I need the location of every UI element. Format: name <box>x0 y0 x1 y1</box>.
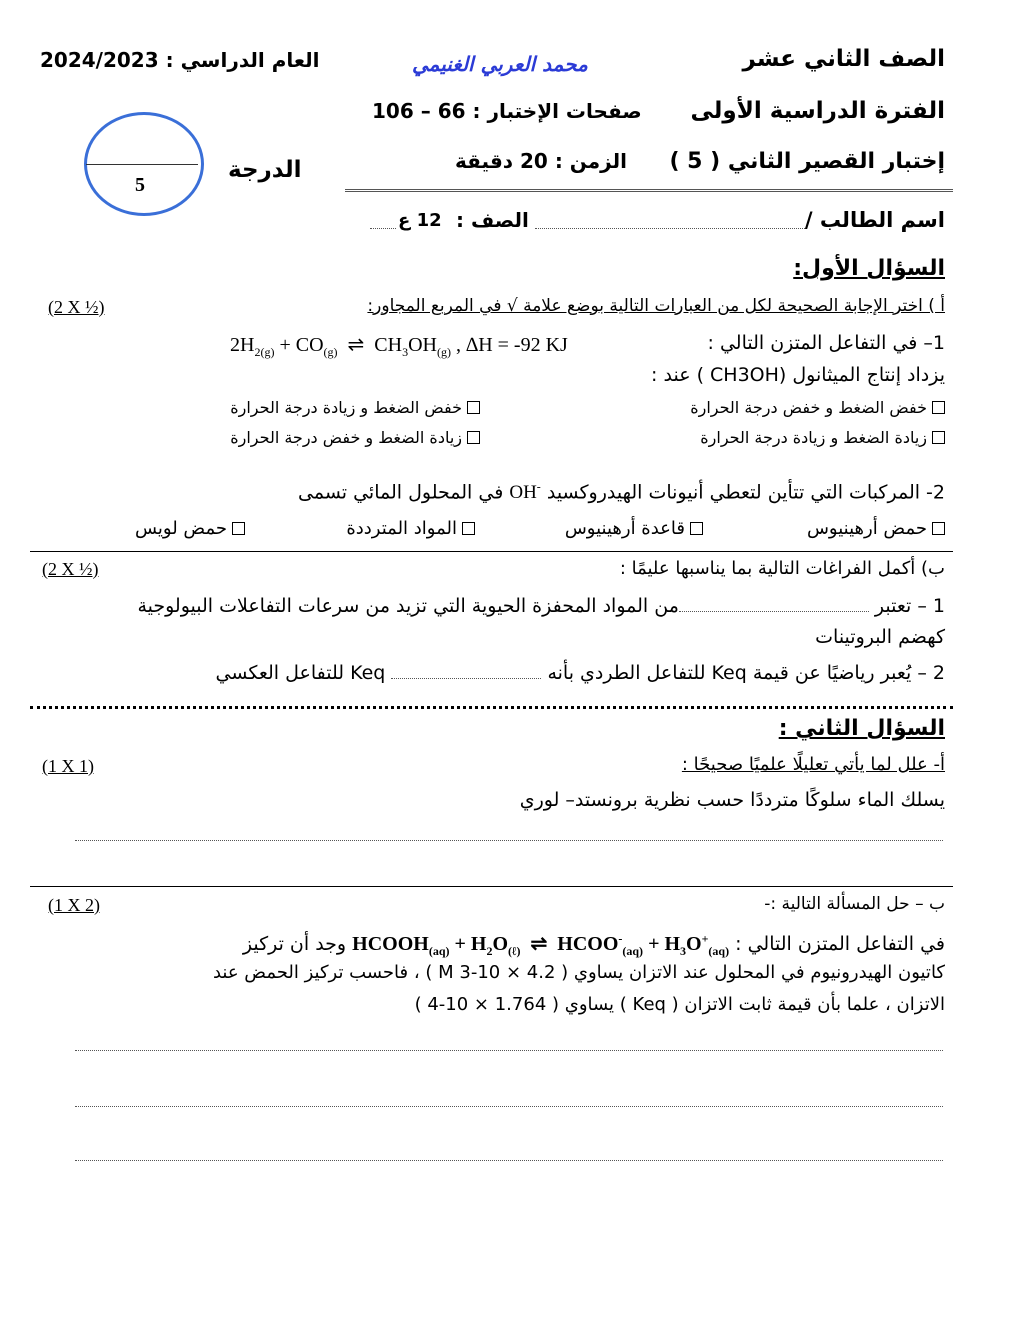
q1-q2-separator <box>30 706 953 709</box>
grade-label: الصف الثاني عشر <box>742 46 945 72</box>
student-name-field[interactable] <box>535 228 805 229</box>
q2b-answer-line[interactable] <box>75 1160 943 1161</box>
academic-year: العام الدراسي : 2024/2023 <box>40 48 320 72</box>
checkbox-icon <box>462 522 475 535</box>
q2a-statement: يسلك الماء سلوكًا مترددًا حسب نظرية برونستد– لوري <box>519 789 945 811</box>
term-label: الفترة الدراسية الأولى <box>690 98 945 124</box>
q1b-blank2[interactable] <box>391 678 541 679</box>
q1-part-divider <box>30 551 953 552</box>
score-total: 5 <box>135 174 145 196</box>
checkbox-icon <box>932 522 945 535</box>
q1a-item1-option[interactable]: زيادة الضغط و زيادة درجة الحرارة <box>700 428 945 447</box>
q1a-item2-option[interactable]: المواد المترددة <box>346 518 475 539</box>
q1a-item1-option[interactable]: خفض الضغط و خفض درجة الحرارة <box>690 398 945 417</box>
q2b-answer-line[interactable] <box>75 1106 943 1107</box>
q2a-marks: (1 X 1) <box>42 756 94 776</box>
q1a-item1-delta-h: , ∆H = -92 KJ <box>455 334 568 356</box>
score-divider <box>86 164 198 165</box>
q1b-instruction: ب) أكمل الفراغات التالية بما يناسبها عليمًا : <box>619 558 945 579</box>
q2b-answer-line[interactable] <box>75 1050 943 1051</box>
class-value: 12 ع <box>398 210 442 231</box>
checkbox-icon <box>690 522 703 535</box>
checkbox-icon <box>932 431 945 444</box>
q1a-item2-option[interactable]: حمض لويس <box>135 518 245 539</box>
q1b-item1-line2: كهضم البروتينات <box>815 626 945 648</box>
q2-title: السؤال الثاني : <box>778 716 945 741</box>
q1a-item1-line2: يزداد إنتاج الميثانول (CH3OH ) عند : <box>651 364 945 386</box>
q2b-line2: كاتيون الهيدرونيوم في المحلول عند الاتزان يساوي ( 4.2 × 10-3 M ) ، فاحسب تركيز الحمض عند <box>212 962 945 983</box>
class-field[interactable] <box>370 228 396 229</box>
q2b-instruction: ب – حل المسألة التالية :- <box>764 894 945 914</box>
q1b-marks: (2 X ½) <box>42 559 99 579</box>
q1a-marks: (2 X ½) <box>48 297 105 317</box>
checkbox-icon <box>467 401 480 414</box>
q2-part-divider <box>30 886 953 887</box>
checkbox-icon <box>467 431 480 444</box>
q1b-blank1[interactable] <box>679 611 869 612</box>
q1a-item2-option[interactable]: قاعدة أرهينيوس <box>565 518 703 539</box>
quiz-pages: صفحات الإختبار : 66 – 106 <box>372 99 642 123</box>
q2b-line3: الاتزان ، علما بأن قيمة ثابت الاتزان ( Keq ) يساوي ( 1.764 × 10-4 ) <box>414 994 945 1015</box>
q1a-item1-prefix: 1– في التفاعل المتزن التالي : <box>707 332 945 354</box>
q1a-instruction: أ ) اختر الإجابة الصحيحة لكل من العبارات التالية بوضع علامة √ في المربع المجاور: <box>367 296 945 316</box>
q1a-item1-option[interactable]: خفض الضغط و زيادة درجة الحرارة <box>230 398 480 417</box>
q2a-instruction: أ- علل لما يأتي تعليلًا علميًا صحيحًا : <box>681 754 945 775</box>
quiz-title: إختبار القصير الثاني ( 5 ) <box>669 149 945 174</box>
student-name-label: اسم الطالب / <box>804 208 945 232</box>
q1-title: السؤال الأول: <box>793 256 945 281</box>
q2b-line1: في التفاعل المتزن التالي : $HCOOH_{(aq)} + H_2O_{(\ell)}$ ⇌ $HCOO^-_{(aq)} + H_3O^+_{(aq)}$ وجد أن تركيز <box>242 931 945 958</box>
q2b-marks: (1 X 2) <box>48 895 100 915</box>
q1a-item2-text: 2- المركبات التي تتأين لتعطي أنيونات الهيدروكسيد OH- في المحلول المائي تسمى <box>298 480 945 504</box>
q1a-item1-option[interactable]: زيادة الضغط و خفض درجة الحرارة <box>230 428 480 447</box>
q1b-item1: 1 – تعتبر من المواد المحفزة الحيوية التي تزيد من سرعات التفاعلات البيولوجية <box>137 595 945 617</box>
checkbox-icon <box>232 522 245 535</box>
header-separator <box>345 189 953 192</box>
score-label: الدرجة <box>228 157 302 183</box>
q1a-item1-equation: $2H_{2(g)} + CO_{(g)}$ ⇌ $CH_3OH_{(g)}$ , ∆H = -92 KJ <box>230 334 568 359</box>
q1a-item2-option[interactable]: حمض أرهينيوس <box>807 518 945 539</box>
q2a-answer-line[interactable] <box>75 840 943 841</box>
q1b-item2: 2 – يُعبر رياضيًا عن قيمة Keq للتفاعل الطردي بأنه Keq للتفاعل العكسي <box>215 662 945 684</box>
checkbox-icon <box>932 401 945 414</box>
quiz-time: الزمن : 20 دقيقة <box>455 149 627 173</box>
teacher-name: محمد العربي الغنيمي <box>412 52 588 76</box>
class-label: الصف : <box>456 208 529 232</box>
